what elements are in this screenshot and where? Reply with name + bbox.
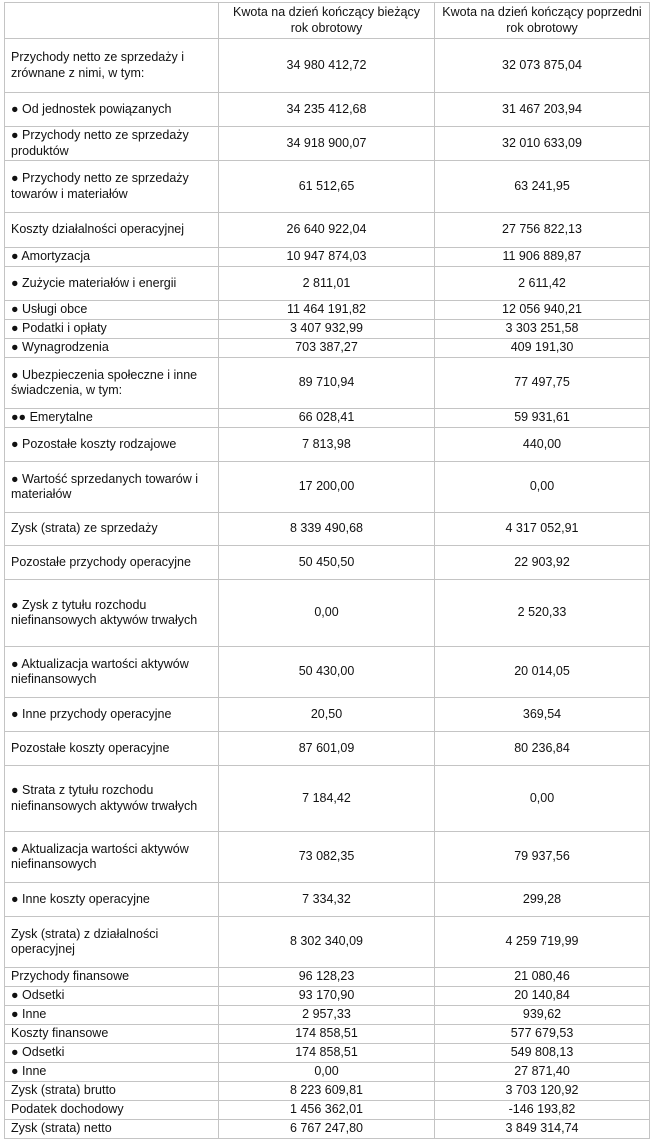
previous-year-value: 3 849 314,74 xyxy=(435,1120,650,1139)
row-label: Pozostałe koszty operacyjne xyxy=(5,732,219,766)
current-year-value: 34 235 412,68 xyxy=(219,93,435,127)
current-year-value: 8 223 609,81 xyxy=(219,1082,435,1101)
previous-year-value: 2 520,33 xyxy=(435,580,650,647)
previous-year-value: 80 236,84 xyxy=(435,732,650,766)
row-label: ● Pozostałe koszty rodzajowe xyxy=(5,428,219,462)
row-label: ● Inne xyxy=(5,1006,219,1025)
header-row xyxy=(5,3,650,39)
row-label: Przychody netto ze sprzedaży i zrównane z nimi, w tym: xyxy=(5,39,219,93)
current-year-value: 20,50 xyxy=(219,698,435,732)
current-year-value: 93 170,90 xyxy=(219,987,435,1006)
table-row xyxy=(5,301,650,320)
table-row xyxy=(5,1025,650,1044)
table-row xyxy=(5,546,650,580)
current-year-value: 0,00 xyxy=(219,1063,435,1082)
table-row xyxy=(5,883,650,917)
header-label-cell xyxy=(5,3,219,39)
current-year-value: 703 387,27 xyxy=(219,339,435,358)
row-label: ● Przychody netto ze sprzedaży produktów xyxy=(5,127,219,161)
previous-year-value: 11 906 889,87 xyxy=(435,248,650,267)
current-year-value: 7 813,98 xyxy=(219,428,435,462)
table-row xyxy=(5,580,650,647)
table-row xyxy=(5,832,650,883)
current-year-value: 50 450,50 xyxy=(219,546,435,580)
previous-year-value: 4 259 719,99 xyxy=(435,917,650,968)
table-row xyxy=(5,93,650,127)
current-year-value: 50 430,00 xyxy=(219,647,435,698)
previous-year-value: 0,00 xyxy=(435,462,650,513)
table-row xyxy=(5,732,650,766)
row-label: ● Odsetki xyxy=(5,987,219,1006)
row-label: ● Od jednostek powiązanych xyxy=(5,93,219,127)
row-label: ● Ubezpieczenia społeczne i inne świadczenia, w tym: xyxy=(5,358,219,409)
row-label: ● Odsetki xyxy=(5,1044,219,1063)
row-label: ● Przychody netto ze sprzedaży towarów i materiałów xyxy=(5,161,219,213)
table-row xyxy=(5,428,650,462)
previous-year-value: 12 056 940,21 xyxy=(435,301,650,320)
current-year-value: 26 640 922,04 xyxy=(219,213,435,248)
table-row xyxy=(5,358,650,409)
row-label: ● Podatki i opłaty xyxy=(5,320,219,339)
table-row xyxy=(5,161,650,213)
previous-year-value: 27 871,40 xyxy=(435,1063,650,1082)
row-label: Zysk (strata) ze sprzedaży xyxy=(5,513,219,546)
row-label: ● Wartość sprzedanych towarów i materiałów xyxy=(5,462,219,513)
table-row xyxy=(5,968,650,987)
table-row xyxy=(5,320,650,339)
row-label: Pozostałe przychody operacyjne xyxy=(5,546,219,580)
row-label: ● Amortyzacja xyxy=(5,248,219,267)
row-label: ● Inne przychody operacyjne xyxy=(5,698,219,732)
previous-year-value: 59 931,61 xyxy=(435,409,650,428)
table-body xyxy=(5,39,650,1139)
previous-year-value: 32 010 633,09 xyxy=(435,127,650,161)
current-year-value: 6 767 247,80 xyxy=(219,1120,435,1139)
row-label: Zysk (strata) z działalności operacyjnej xyxy=(5,917,219,968)
table-row xyxy=(5,462,650,513)
row-label: Koszty finansowe xyxy=(5,1025,219,1044)
previous-year-value: 21 080,46 xyxy=(435,968,650,987)
table-row xyxy=(5,987,650,1006)
previous-year-value: -146 193,82 xyxy=(435,1101,650,1120)
table-row xyxy=(5,1006,650,1025)
row-label: ● Inne xyxy=(5,1063,219,1082)
current-year-value: 174 858,51 xyxy=(219,1025,435,1044)
table-row xyxy=(5,213,650,248)
current-year-value: 11 464 191,82 xyxy=(219,301,435,320)
previous-year-value: 32 073 875,04 xyxy=(435,39,650,93)
current-year-value: 3 407 932,99 xyxy=(219,320,435,339)
previous-year-value: 3 703 120,92 xyxy=(435,1082,650,1101)
previous-year-value: 31 467 203,94 xyxy=(435,93,650,127)
current-year-value: 10 947 874,03 xyxy=(219,248,435,267)
previous-year-value: 79 937,56 xyxy=(435,832,650,883)
table-row xyxy=(5,1120,650,1139)
table-row xyxy=(5,267,650,301)
row-label: ● Strata z tytułu rozchodu niefinansowych aktywów trwałych xyxy=(5,766,219,832)
current-year-value: 96 128,23 xyxy=(219,968,435,987)
table-row xyxy=(5,917,650,968)
table-row xyxy=(5,248,650,267)
current-year-value: 2 957,33 xyxy=(219,1006,435,1025)
row-label: Podatek dochodowy xyxy=(5,1101,219,1120)
previous-year-value: 4 317 052,91 xyxy=(435,513,650,546)
current-year-value: 17 200,00 xyxy=(219,462,435,513)
row-label: Zysk (strata) netto xyxy=(5,1120,219,1139)
current-year-value: 7 184,42 xyxy=(219,766,435,832)
table-row xyxy=(5,409,650,428)
row-label: Zysk (strata) brutto xyxy=(5,1082,219,1101)
previous-year-value: 3 303 251,58 xyxy=(435,320,650,339)
current-year-value: 66 028,41 xyxy=(219,409,435,428)
row-label: ● Aktualizacja wartości aktywów niefinansowych xyxy=(5,647,219,698)
table-row xyxy=(5,1044,650,1063)
table-row xyxy=(5,339,650,358)
table-row xyxy=(5,39,650,93)
table-row xyxy=(5,513,650,546)
current-year-value: 8 302 340,09 xyxy=(219,917,435,968)
current-year-value: 7 334,32 xyxy=(219,883,435,917)
previous-year-value: 409 191,30 xyxy=(435,339,650,358)
previous-year-value: 22 903,92 xyxy=(435,546,650,580)
financial-statement-table xyxy=(4,2,650,1139)
previous-year-value: 20 140,84 xyxy=(435,987,650,1006)
row-label: Koszty działalności operacyjnej xyxy=(5,213,219,248)
row-label: ● Inne koszty operacyjne xyxy=(5,883,219,917)
previous-year-value: 369,54 xyxy=(435,698,650,732)
table-row xyxy=(5,1101,650,1120)
row-label: ● Aktualizacja wartości aktywów niefinansowych xyxy=(5,832,219,883)
previous-year-value: 577 679,53 xyxy=(435,1025,650,1044)
current-year-value: 73 082,35 xyxy=(219,832,435,883)
header-current-year: Kwota na dzień kończący bieżący rok obrotowy xyxy=(219,3,435,39)
row-label: ● Zużycie materiałów i energii xyxy=(5,267,219,301)
current-year-value: 2 811,01 xyxy=(219,267,435,301)
current-year-value: 34 918 900,07 xyxy=(219,127,435,161)
previous-year-value: 299,28 xyxy=(435,883,650,917)
previous-year-value: 63 241,95 xyxy=(435,161,650,213)
previous-year-value: 440,00 xyxy=(435,428,650,462)
previous-year-value: 549 808,13 xyxy=(435,1044,650,1063)
table-row xyxy=(5,698,650,732)
row-label: Przychody finansowe xyxy=(5,968,219,987)
current-year-value: 87 601,09 xyxy=(219,732,435,766)
current-year-value: 1 456 362,01 xyxy=(219,1101,435,1120)
previous-year-value: 939,62 xyxy=(435,1006,650,1025)
row-label: ● Usługi obce xyxy=(5,301,219,320)
header-previous-year: Kwota na dzień kończący poprzedni rok obrotowy xyxy=(435,3,650,39)
previous-year-value: 20 014,05 xyxy=(435,647,650,698)
table-row xyxy=(5,1063,650,1082)
current-year-value: 8 339 490,68 xyxy=(219,513,435,546)
current-year-value: 174 858,51 xyxy=(219,1044,435,1063)
previous-year-value: 0,00 xyxy=(435,766,650,832)
row-label: ●● Emerytalne xyxy=(5,409,219,428)
current-year-value: 89 710,94 xyxy=(219,358,435,409)
row-label: ● Zysk z tytułu rozchodu niefinansowych aktywów trwałych xyxy=(5,580,219,647)
previous-year-value: 27 756 822,13 xyxy=(435,213,650,248)
previous-year-value: 77 497,75 xyxy=(435,358,650,409)
row-label: ● Wynagrodzenia xyxy=(5,339,219,358)
table-row xyxy=(5,1082,650,1101)
previous-year-value: 2 611,42 xyxy=(435,267,650,301)
current-year-value: 0,00 xyxy=(219,580,435,647)
current-year-value: 34 980 412,72 xyxy=(219,39,435,93)
current-year-value: 61 512,65 xyxy=(219,161,435,213)
table-row xyxy=(5,647,650,698)
table-row xyxy=(5,127,650,161)
table-row xyxy=(5,766,650,832)
